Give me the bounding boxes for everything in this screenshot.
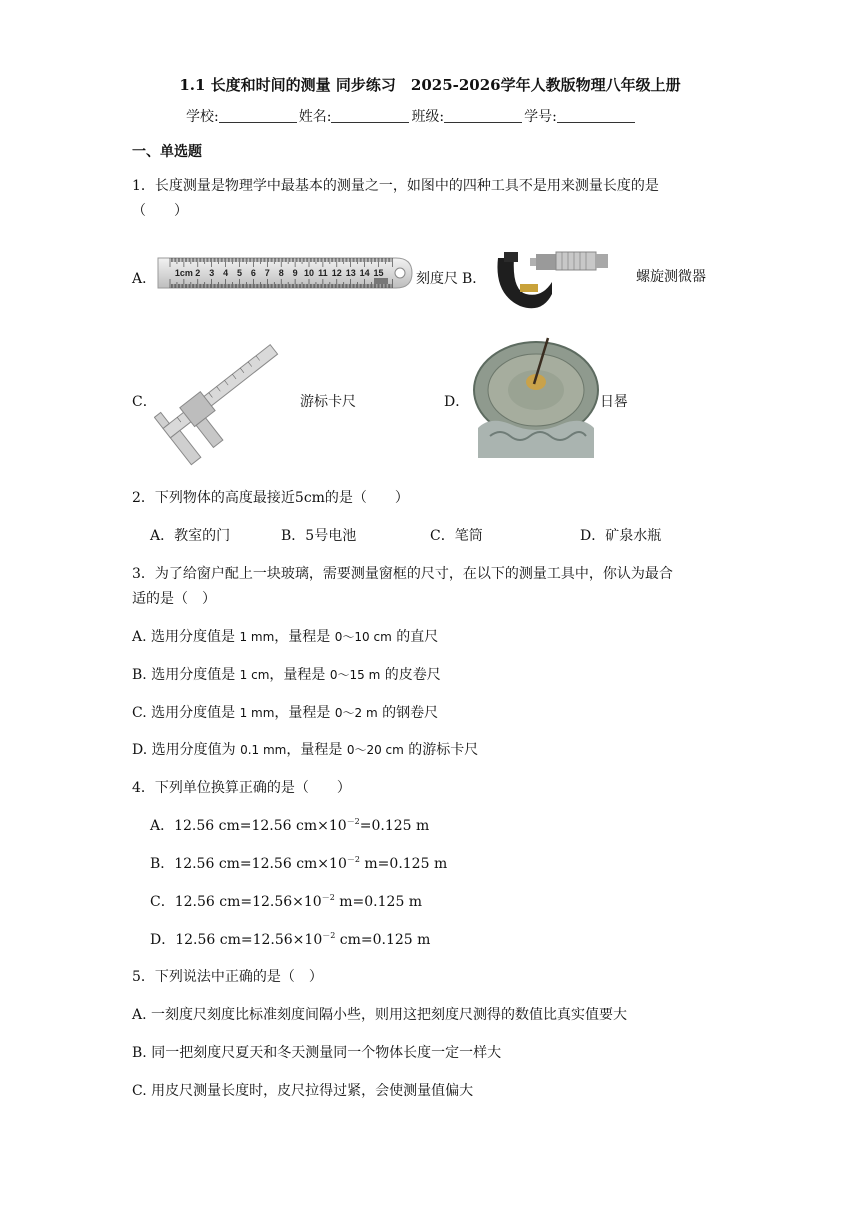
q3-stem-line2: 适的是（ ） bbox=[132, 591, 216, 607]
q2-option-c: C．笔筒 bbox=[430, 528, 483, 544]
ruler-number: 2 bbox=[195, 268, 201, 278]
caliper-image bbox=[154, 326, 294, 466]
q2-stem: 2．下列物体的高度最接近5cm的是（ ） bbox=[132, 490, 409, 506]
class-label: 班级: bbox=[411, 109, 445, 125]
q1-option-a-letter: A． bbox=[132, 271, 157, 287]
q2-option-b: B．5号电池 bbox=[281, 528, 357, 544]
ruler-number: 6 bbox=[250, 268, 256, 278]
q1-stem: 1．长度测量是物理学中最基本的测量之一，如图中的四种工具不是用来测量长度的是 bbox=[132, 178, 659, 194]
ruler-number: 5 bbox=[236, 268, 243, 278]
q4-option-c: C．12.56 $cm=12.56\times 10^{-2}$ m=0.125 m bbox=[150, 893, 423, 910]
q1-stem-paren: （ ） bbox=[132, 203, 188, 219]
ruler-image bbox=[156, 256, 414, 290]
ruler-number: 12 bbox=[331, 268, 342, 278]
q1-option-c-letter: C． bbox=[132, 394, 157, 410]
q1-option-c-label: 游标卡尺 bbox=[300, 394, 356, 410]
q5-stem: 5．下列说法中正确的是（ ） bbox=[132, 969, 323, 985]
q3-option-d: D. 选用分度值为 0.1 mm，量程是 0～20 cm 的游标卡尺 bbox=[132, 742, 479, 758]
section-heading: 一、单选题 bbox=[132, 144, 202, 160]
name-blank bbox=[331, 109, 409, 123]
ruler-number: 3 bbox=[209, 268, 215, 278]
q1-option-b-letter: B． bbox=[462, 271, 487, 287]
q5-option-a: A. 一刻度尺刻度比标准刻度间隔小些，则用这把刻度尺测得的数值比真实值要大 bbox=[132, 1007, 628, 1023]
q1-option-d-letter: D． bbox=[444, 394, 470, 410]
q4-stem: 4．下列单位换算正确的是（ ） bbox=[132, 780, 351, 796]
ruler-number: 14 bbox=[359, 268, 370, 278]
name-label: 姓名: bbox=[298, 109, 332, 125]
q4-option-a: A．12.56 cm=12.56 $cm\times 10^{-2}=0.125$ m bbox=[150, 817, 430, 834]
q4-option-d: D．12.56 $cm=12.56\times 10^{-2}$ cm=0.125 m bbox=[150, 931, 431, 948]
ruler-number: 11 bbox=[318, 268, 328, 278]
ruler-number: 4 bbox=[223, 268, 229, 278]
school-label: 学校: bbox=[186, 109, 219, 125]
q1-option-d-label: 日晷 bbox=[600, 394, 628, 410]
ruler-number: 8 bbox=[278, 268, 284, 278]
q3-option-a: A. 选用分度值是 1 mm，量程是 0～10 cm 的直尺 bbox=[132, 629, 439, 645]
ruler-number: 9 bbox=[292, 268, 298, 278]
ruler-number: 13 bbox=[345, 268, 356, 278]
q2-option-a: A．教室的门 bbox=[150, 528, 231, 544]
class-blank bbox=[444, 109, 522, 123]
q5-option-b: B. 同一把刻度尺夏天和冬天测量同一个物体长度一定一样大 bbox=[132, 1045, 502, 1061]
q2-option-d: D．矿泉水瓶 bbox=[580, 528, 662, 544]
q1-option-b-label: 螺旋测微器 bbox=[636, 269, 706, 285]
q1-option-a-label: 刻度尺 bbox=[416, 271, 458, 287]
q5-option-c: C. 用皮尺测量长度时，皮尺拉得过紧，会使测量值偏大 bbox=[132, 1083, 474, 1099]
school-blank bbox=[219, 109, 297, 123]
ruler-number: 7 bbox=[264, 268, 270, 278]
student-info-fields bbox=[186, 106, 637, 126]
q4-option-b: B．12.56 cm=12.56 $cm\times 10^{-2}$ m=0.125 m bbox=[150, 855, 448, 872]
worksheet-title: 1.1 长度和时间的测量 同步练习 2025-2026学年人教版物理八年级上册 bbox=[179, 76, 681, 94]
student-id-label: 学号: bbox=[524, 109, 557, 125]
ruler-number: 10 bbox=[303, 268, 315, 278]
ruler-number: 15 bbox=[373, 268, 384, 278]
student-id-blank bbox=[557, 109, 635, 123]
q3-stem: 3．为了给窗户配上一块玻璃，需要测量窗框的尺寸，在以下的测量工具中，你认为最合 bbox=[132, 566, 673, 582]
ruler-number: 1cm bbox=[174, 268, 193, 278]
q3-option-c: C. 选用分度值是 1 mm，量程是 0～2 m 的钢卷尺 bbox=[132, 705, 439, 721]
micrometer-image bbox=[490, 244, 612, 314]
sundial-image bbox=[470, 336, 602, 460]
q3-option-b: B. 选用分度值是 1 cm，量程是 0～15 m 的皮卷尺 bbox=[132, 667, 441, 683]
